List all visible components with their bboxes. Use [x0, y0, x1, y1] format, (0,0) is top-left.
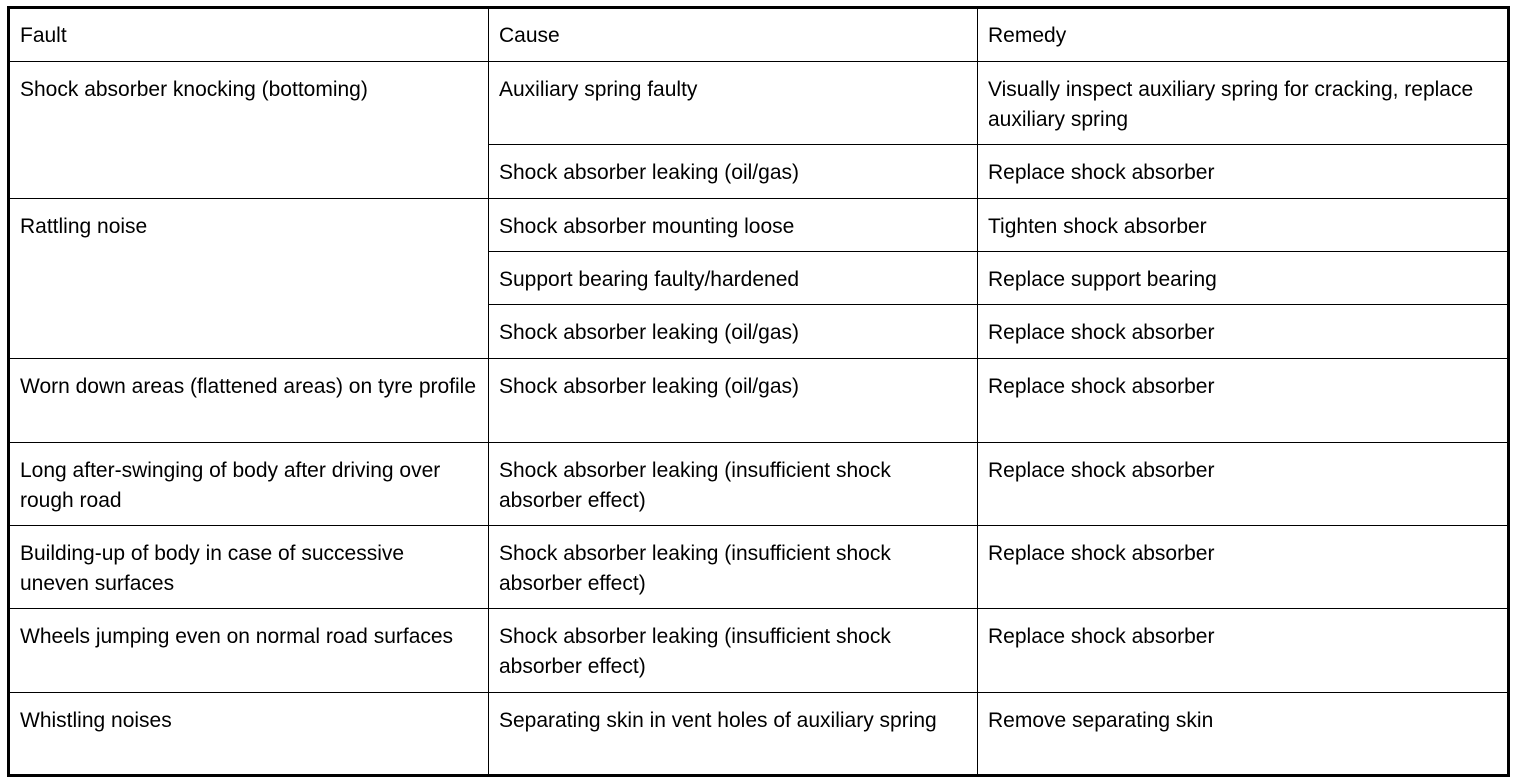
cause-cell: Separating skin in vent holes of auxiliary spring — [489, 693, 978, 776]
fault-cell: Worn down areas (flattened areas) on tyre profile — [9, 359, 489, 443]
fault-cell: Wheels jumping even on normal road surfaces — [9, 609, 489, 693]
remedy-cell: Tighten shock absorber — [978, 199, 1509, 252]
table-row — [9, 526, 1509, 609]
cause-cell: Shock absorber leaking (insufficient shock absorber effect) — [489, 526, 978, 609]
fault-cell: Rattling noise — [9, 199, 489, 359]
fault-cell: Whistling noises — [9, 693, 489, 776]
remedy-cell: Replace shock absorber — [978, 305, 1509, 359]
header-row — [9, 8, 1509, 62]
remedy-cell: Replace support bearing — [978, 252, 1509, 305]
cause-cell: Shock absorber leaking (insufficient shock absorber effect) — [489, 443, 978, 526]
table-row — [9, 609, 1509, 693]
header-remedy: Remedy — [978, 8, 1509, 62]
fault-cell: Long after-swinging of body after driving over rough road — [9, 443, 489, 526]
cause-cell: Shock absorber leaking (oil/gas) — [489, 305, 978, 359]
remedy-cell: Replace shock absorber — [978, 443, 1509, 526]
table-row — [9, 443, 1509, 526]
cause-cell: Shock absorber leaking (oil/gas) — [489, 359, 978, 443]
table-row — [9, 62, 1509, 145]
remedy-cell: Replace shock absorber — [978, 526, 1509, 609]
header-cause: Cause — [489, 8, 978, 62]
cause-cell: Shock absorber leaking (insufficient shock absorber effect) — [489, 609, 978, 693]
cause-cell: Support bearing faulty/hardened — [489, 252, 978, 305]
fault-cell: Building-up of body in case of successive uneven surfaces — [9, 526, 489, 609]
header-fault: Fault — [9, 8, 489, 62]
remedy-cell: Visually inspect auxiliary spring for cracking, replace auxiliary spring — [978, 62, 1509, 145]
remedy-cell: Replace shock absorber — [978, 609, 1509, 693]
cause-cell: Shock absorber leaking (oil/gas) — [489, 145, 978, 199]
cause-cell: Shock absorber mounting loose — [489, 199, 978, 252]
table-row — [9, 693, 1509, 776]
table-row — [9, 199, 1509, 252]
fault-cell: Shock absorber knocking (bottoming) — [9, 62, 489, 199]
table-row — [9, 359, 1509, 443]
fault-cause-remedy-table — [7, 6, 1510, 777]
remedy-cell: Replace shock absorber — [978, 145, 1509, 199]
remedy-cell: Remove separating skin — [978, 693, 1509, 776]
remedy-cell: Replace shock absorber — [978, 359, 1509, 443]
cause-cell: Auxiliary spring faulty — [489, 62, 978, 145]
